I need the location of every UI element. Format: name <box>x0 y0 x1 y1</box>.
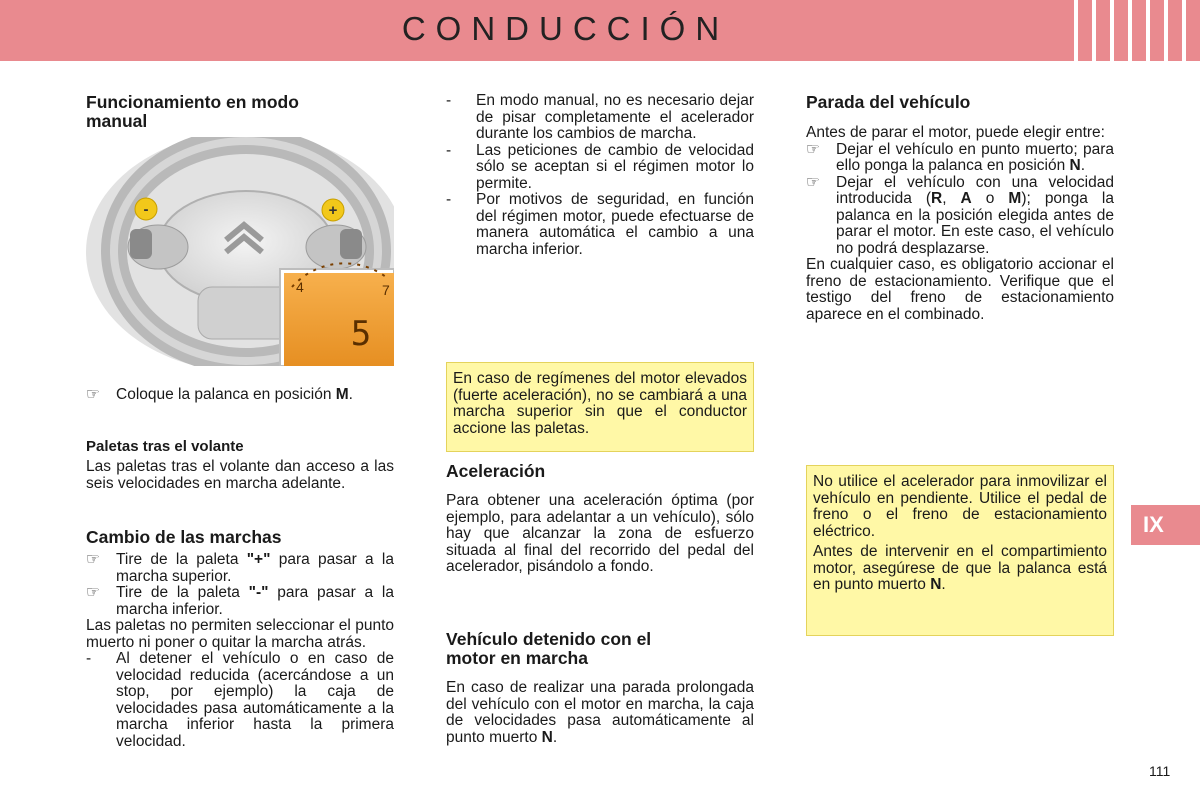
section-title-stopped-vehicle: Vehículo detenido con el motor en marcha <box>446 629 652 668</box>
list-item: ☞ Dejar el vehículo con una velocidad introducida (R, A o M); ponga la palanca en la posición elegida antes de parar el motor. En este caso, el vehículo no podrá desplazarse. <box>806 173 1114 257</box>
svg-text:5: 5 <box>350 314 372 354</box>
pointing-hand-icon: ☞ <box>86 386 100 403</box>
paragraph: En cualquier caso, es obligatorio accionar el freno de estacionamiento. Verifique que el testigo del freno de estacionamiento aparece en el combinado. <box>806 256 1114 323</box>
steering-wheel-illustration <box>86 137 394 366</box>
header-stripes <box>1074 0 1200 61</box>
section-title-parking: Parada del vehículo <box>806 92 971 112</box>
list-item: ☞ Tire de la paleta "-" para pasar a la marcha inferior. <box>86 584 394 618</box>
pointing-hand-icon: ☞ <box>86 551 100 568</box>
minus-paddle-icon <box>135 198 157 220</box>
list-item: - Al detener el vehículo o en caso de velocidad reducida (acercándose a un stop, por ejemplo) la caja de velocidades pasa automáticamente a la marcha inferior hasta la primera velocidad. <box>86 650 394 750</box>
pointing-hand-icon: ☞ <box>86 584 100 601</box>
list-item: ☞ Dejar el vehículo en punto muerto; para ello ponga la palanca en posición N. <box>806 140 1114 174</box>
steering-wheel-photo <box>86 137 394 366</box>
page-number: 111 <box>1149 763 1171 779</box>
dash-marker: - <box>446 92 452 109</box>
note-box-high-revs: En caso de regímenes del motor elevados (fuerte aceleración), no se cambiará a una marcha superior sin que el conductor accione las paletas. <box>446 362 754 452</box>
gear-display-inset <box>280 263 394 366</box>
list-item: ☞ Tire de la paleta "+" para pasar a la marcha superior. <box>86 551 394 585</box>
dash-marker: - <box>446 191 452 208</box>
svg-text:+: + <box>328 202 338 219</box>
section-title-acceleration: Aceleración <box>446 461 546 481</box>
list-item: - Las peticiones de cambio de velocidad sólo se aceptan si el régimen motor lo permite. <box>446 141 754 192</box>
pointing-hand-icon: ☞ <box>806 173 820 191</box>
svg-text:-: - <box>143 201 149 218</box>
paragraph: En caso de realizar una parada prolongada del vehículo con el motor en marcha, la caja de velocidades pasa automáticamente al punto muerto N. <box>446 679 754 746</box>
chapter-tab: IX <box>1131 505 1200 545</box>
svg-text:4: 4 <box>296 279 304 295</box>
list-item: - Por motivos de seguridad, en función del régimen motor, puede efectuarse de manera automática el cambio a una marcha inferior. <box>446 191 754 258</box>
column-left <box>86 93 394 131</box>
dash-marker: - <box>86 650 92 667</box>
list-item: - En modo manual, no es necesario dejar de pisar completamente el acelerador durante los cambios de marcha. <box>446 92 754 142</box>
subsection-title-paddles: Paletas tras el volante <box>86 438 244 455</box>
paragraph: Para obtener una aceleración óptima (por ejemplo, para adelantar a un vehículo), sólo hay que alcanzar la zona de esfuerzo situada al final del recorrido del pedal del acelerador, pisándolo a fondo. <box>446 492 754 575</box>
dash-marker: - <box>446 141 452 159</box>
column-left-body <box>86 387 394 404</box>
section-title-gear-change: Cambio de las marchas <box>86 527 282 547</box>
list-item: ☞ Coloque la palanca en posición M. <box>86 386 353 403</box>
paragraph: Antes de parar el motor, puede elegir entre: <box>806 124 1105 141</box>
section-title-manual: Funcionamiento en modo manual <box>86 92 299 131</box>
column-middle <box>446 93 754 258</box>
svg-text:7: 7 <box>382 282 390 298</box>
paragraph: Las paletas no permiten seleccionar el punto muerto ni poner o quitar la marcha atrás. <box>86 617 394 651</box>
note-box-warning: No utilice el acelerador para inmovilizar el vehículo en pendiente. Utilice el pedal de freno o el freno de estacionamiento eléctrico. Antes de intervenir en el compartimiento motor, asegúrese de que la palanca está en punto muerto N. <box>806 465 1114 636</box>
plus-paddle-icon <box>322 199 344 221</box>
pointing-hand-icon: ☞ <box>806 140 820 158</box>
page-title: CONDUCCIÓN <box>401 10 730 47</box>
paragraph: Las paletas tras el volante dan acceso a las seis velocidades en marcha adelante. <box>86 458 394 492</box>
chapter-header <box>0 0 1200 61</box>
column-right <box>806 93 1114 323</box>
